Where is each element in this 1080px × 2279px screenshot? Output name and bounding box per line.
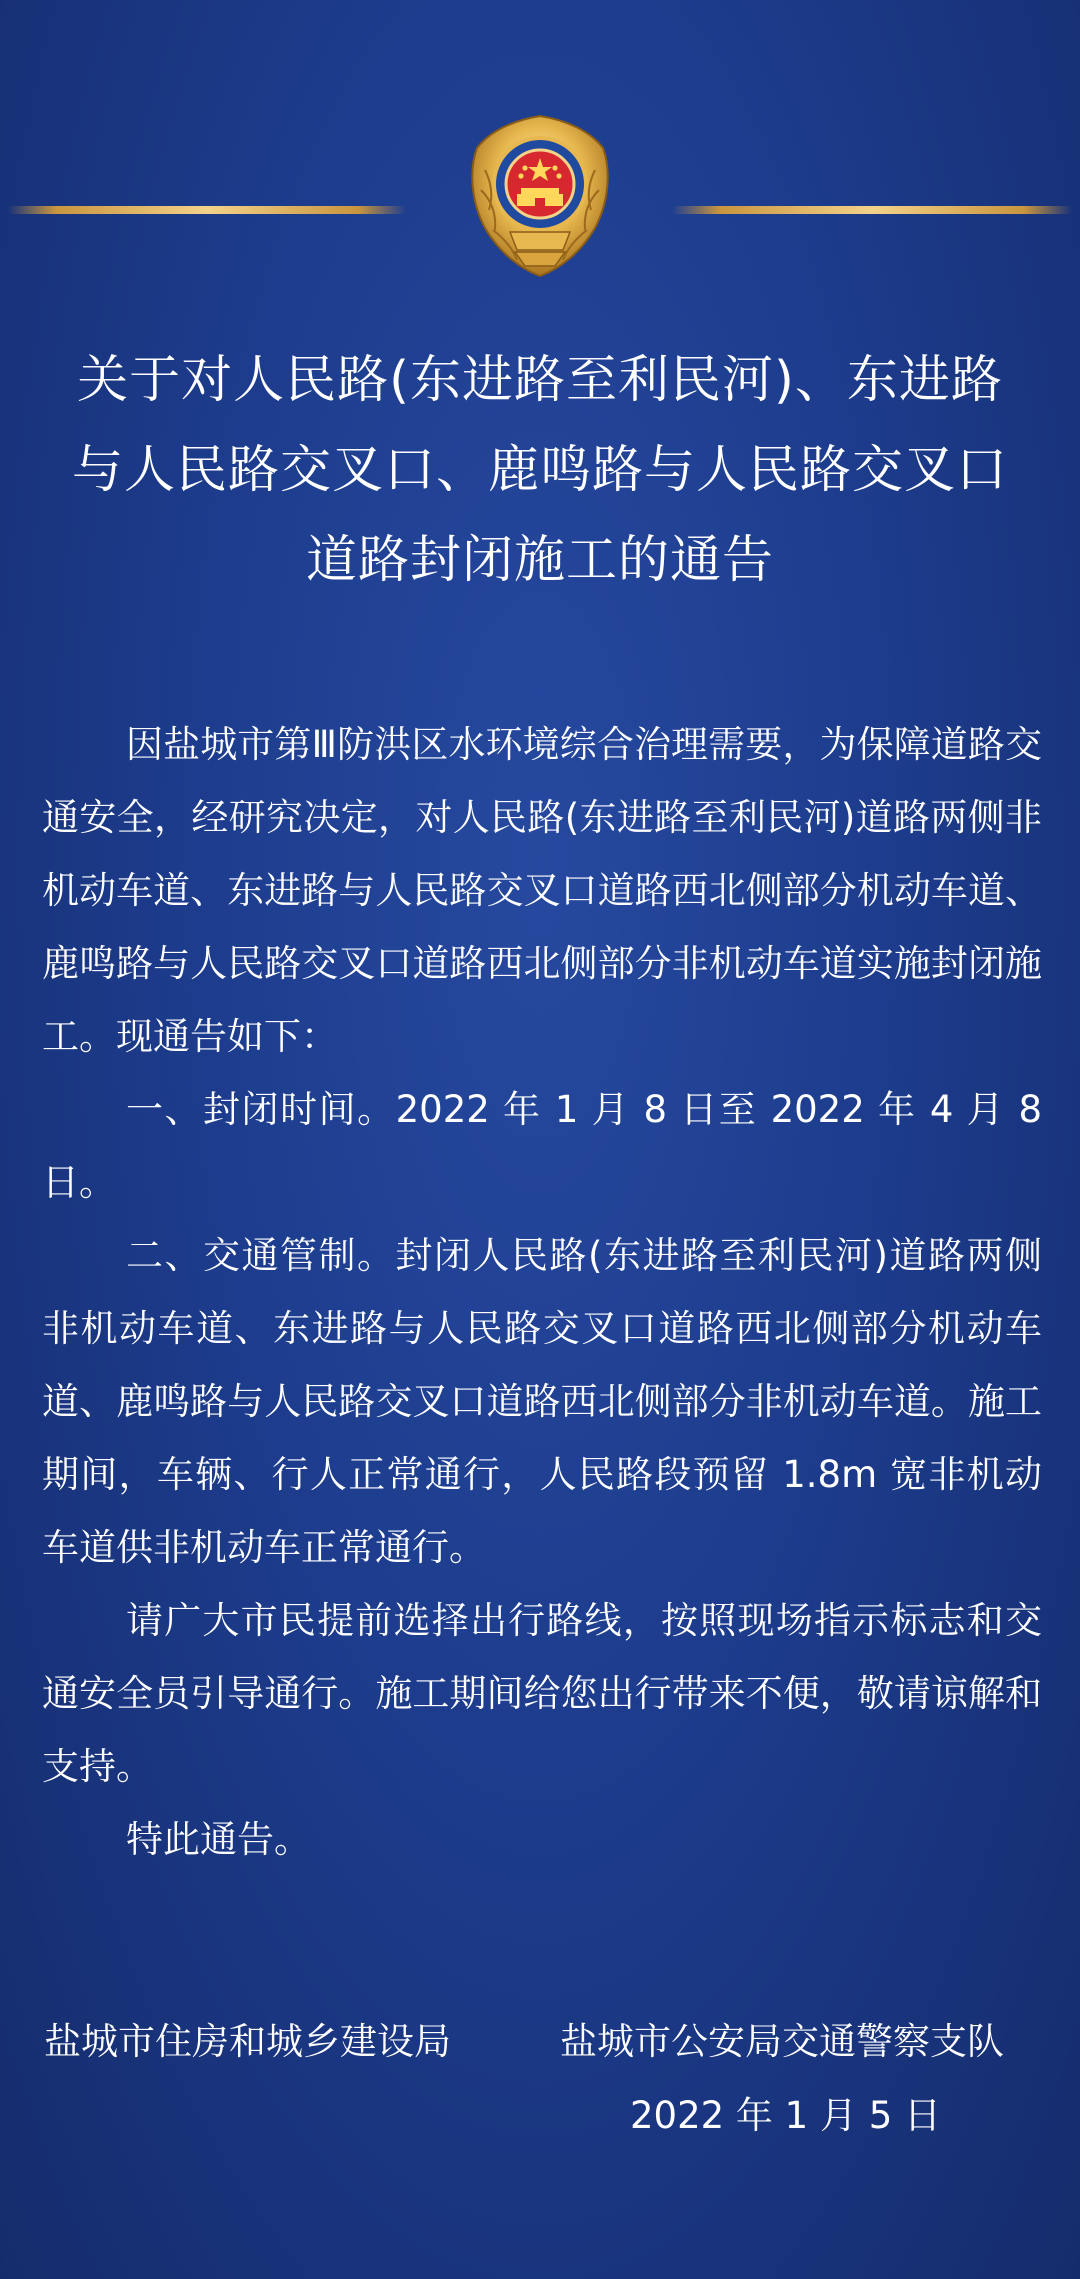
issuer-housing-bureau: 盐城市住房和城乡建设局 [44, 2020, 451, 2063]
issue-date: 2022 年 1 月 5 日 [630, 2094, 942, 2137]
header [0, 110, 1080, 280]
notice-title [30, 336, 1050, 606]
notice-body [42, 708, 1042, 1876]
paragraph-reason: 因盐城市第Ⅲ防洪区水环境综合治理需要，为保障道路交通安全，经研究决定，对人民路(东进路至利民河)道路两侧非机动车道、东进路与人民路交叉口道路西北侧部分机动车道、鹿鸣路与人民路交叉口道路西北侧部分非机动车道实施封闭施工。现通告如下： [42, 723, 1042, 1058]
left-gold-divider [8, 206, 406, 214]
police-badge-icon [455, 110, 625, 280]
paragraph-closure-time: 一、封闭时间。2022 年 1 月 8 日至 2022 年 4 月 8 日。 [42, 1088, 1042, 1204]
paragraph-request: 请广大市民提前选择出行路线，按照现场指示标志和交通安全员引导通行。施工期间给您出行带来不便，敬请谅解和支持。 [42, 1599, 1042, 1788]
title-line-2: 与人民路交叉口、鹿鸣路与人民路交叉口 [71, 441, 1008, 500]
right-gold-divider [672, 206, 1072, 214]
paragraph-closing: 特此通告。 [126, 1818, 311, 1861]
title-line-3: 道路封闭施工的通告 [305, 531, 774, 590]
paragraph-traffic-control: 二、交通管制。封闭人民路(东进路至利民河)道路两侧非机动车道、东进路与人民路交叉口道路西北侧部分机动车道、鹿鸣路与人民路交叉口道路西北侧部分非机动车道。施工期间，车辆、行人正常通行，人民路段预留 1.8m 宽非机动车道供非机动车正常通行。 [42, 1234, 1042, 1569]
title-line-1: 关于对人民路(东进路至利民河)、东进路 [77, 351, 1003, 410]
issuer-traffic-police: 盐城市公安局交通警察支队 [560, 2020, 1004, 2063]
